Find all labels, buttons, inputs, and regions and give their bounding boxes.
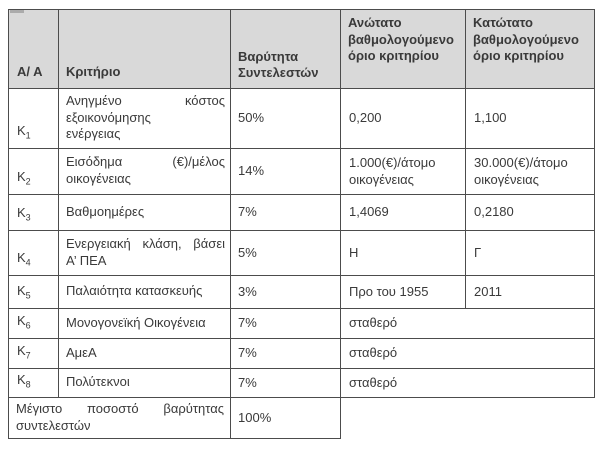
criterion-id-cell [9, 89, 59, 149]
criterion-cell [59, 339, 231, 369]
criterion-cell [59, 149, 231, 195]
criterion-id-text: Κ [17, 249, 26, 265]
table-row [9, 309, 595, 339]
criterion-id-text: Κ [17, 204, 26, 220]
criterion-id-cell [9, 231, 59, 276]
text-line: Α’ ΠΕΑ [66, 252, 107, 268]
footer-row [9, 398, 595, 439]
text-line: Παλαιότητα κατασκευής [66, 283, 203, 299]
text-line: 0,200 [349, 110, 382, 126]
weight-cell: 7% [231, 195, 341, 231]
merged-value-cell: σταθερό [341, 309, 595, 339]
header-lower-line1: Κατώτατο [473, 15, 533, 30]
weight-cell: 3% [231, 276, 341, 309]
stray-mark [10, 10, 24, 13]
header-lower-limit [466, 10, 595, 89]
weight-cell: 50% [231, 89, 341, 149]
criterion-id-text: Κ [17, 282, 26, 298]
lower-limit-cell [466, 231, 595, 276]
text-line: οικογένειας [349, 171, 414, 187]
text-line [66, 93, 225, 110]
criterion-id-text: Κ [17, 371, 26, 387]
criterion-id-text: Κ [17, 342, 26, 358]
text-word: Ανηγμένο [66, 93, 122, 109]
text-line: 1,4069 [349, 204, 389, 220]
criterion-cell [59, 309, 231, 339]
criterion-id-cell [9, 195, 59, 231]
criterion-id-cell [9, 369, 59, 398]
criteria-rows [9, 89, 595, 439]
criterion-id-subscript: 8 [25, 379, 31, 390]
text-line: οικογένειας [474, 171, 539, 187]
upper-limit-cell [341, 149, 466, 195]
text-word: βάσει [193, 235, 225, 251]
header-upper-line2: βαθμολογούμενο [348, 31, 454, 47]
text-line: οικογένειας [66, 171, 131, 186]
criterion-id-cell [9, 149, 59, 195]
criterion-id-text: Κ [17, 168, 26, 184]
text-line: εξοικονόμησης [66, 109, 151, 125]
criterion-id-subscript: 6 [25, 320, 31, 331]
text-word: κλάση, [142, 235, 182, 251]
text-line: Μονογονεϊκή Οικογένεια [66, 314, 206, 330]
criterion-id-subscript: 3 [25, 212, 31, 223]
criterion-id-text: Κ [17, 312, 26, 328]
text-line: Πολύτεκνοι [66, 374, 130, 390]
criterion-id-subscript: 1 [25, 130, 31, 141]
upper-limit-cell [341, 89, 466, 149]
criterion-cell [59, 276, 231, 309]
weight-cell: 7% [231, 339, 341, 369]
criterion-id-subscript: 7 [25, 350, 31, 361]
text-line [66, 236, 225, 253]
lower-limit-cell [466, 195, 595, 231]
table-row [9, 231, 595, 276]
criterion-id-cell [9, 309, 59, 339]
merged-value-cell: σταθερό [341, 369, 595, 398]
lower-limit-cell [466, 276, 595, 309]
text-word: βαρύτητας [163, 401, 224, 416]
text-word: ποσοστό [86, 401, 139, 416]
text-word: Μέγιστο [16, 401, 63, 416]
header-upper-line3: όριο κριτηρίου [348, 48, 439, 64]
footer-empty-cell [341, 398, 595, 439]
text-word: κόστος [184, 93, 225, 109]
text-line: 2011 [474, 283, 502, 299]
table-row [9, 369, 595, 398]
table-row [9, 339, 595, 369]
text-line: Προ του 1955 [349, 283, 429, 299]
table-row [9, 149, 595, 195]
text-line: 0,2180 [474, 204, 514, 220]
document-page [0, 9, 600, 439]
weight-cell: 7% [231, 369, 341, 398]
text-line: Η [349, 244, 359, 260]
text-line: συντελεστών [16, 417, 91, 433]
table-row [9, 276, 595, 309]
weight-cell: 5% [231, 231, 341, 276]
weight-cell: 14% [231, 149, 341, 195]
table-row [9, 195, 595, 231]
footer-weight-cell: 100% [231, 398, 341, 439]
lower-limit-cell [466, 149, 595, 195]
text-word: Εισόδημα [66, 154, 123, 170]
text-line [16, 401, 224, 418]
criterion-cell [59, 89, 231, 149]
text-line: 1.000(€)/άτομο [349, 154, 436, 170]
criterion-id-subscript: 4 [25, 257, 31, 268]
header-weight-line2: Συντελεστών [238, 65, 319, 81]
footer-label-cell [9, 398, 231, 439]
criterion-cell [59, 231, 231, 276]
criterion-id-text: Κ [17, 122, 26, 138]
header-id: Α/ Α [9, 10, 59, 89]
criterion-cell [59, 195, 231, 231]
weight-cell: 7% [231, 309, 341, 339]
lower-limit-cell [466, 89, 595, 149]
header-lower-line2: βαθμολογούμενο [473, 31, 579, 47]
merged-value-cell: σταθερό [341, 339, 595, 369]
text-line: 1,100 [474, 110, 507, 126]
text-line: ΑμεΑ [66, 344, 97, 360]
header-upper-limit [341, 10, 466, 89]
criterion-id-subscript: 5 [25, 290, 31, 301]
text-line: 30.000(€)/άτομο [474, 154, 568, 170]
text-line: ενέργειας [66, 126, 121, 142]
table-row [9, 89, 595, 149]
criterion-id-cell [9, 339, 59, 369]
upper-limit-cell [341, 276, 466, 309]
criterion-id-subscript: 2 [25, 176, 31, 187]
header-criterion: Κριτήριο [59, 10, 231, 89]
header-row [9, 10, 595, 89]
text-word: Ενεργειακή [66, 235, 131, 251]
text-line: Βαθμοημέρες [66, 203, 145, 219]
text-word: (€)/μέλος [172, 154, 225, 170]
criterion-id-cell [9, 276, 59, 309]
header-lower-line3: όριο κριτηρίου [473, 48, 564, 64]
upper-limit-cell [341, 195, 466, 231]
text-line [66, 154, 225, 171]
header-weight-line1: Βαρύτητα [238, 48, 299, 64]
upper-limit-cell [341, 231, 466, 276]
criterion-cell [59, 369, 231, 398]
header-upper-line1: Ανώτατο [348, 15, 402, 30]
header-weight [231, 10, 341, 89]
criteria-table [8, 9, 595, 439]
text-line: Γ [474, 244, 482, 260]
